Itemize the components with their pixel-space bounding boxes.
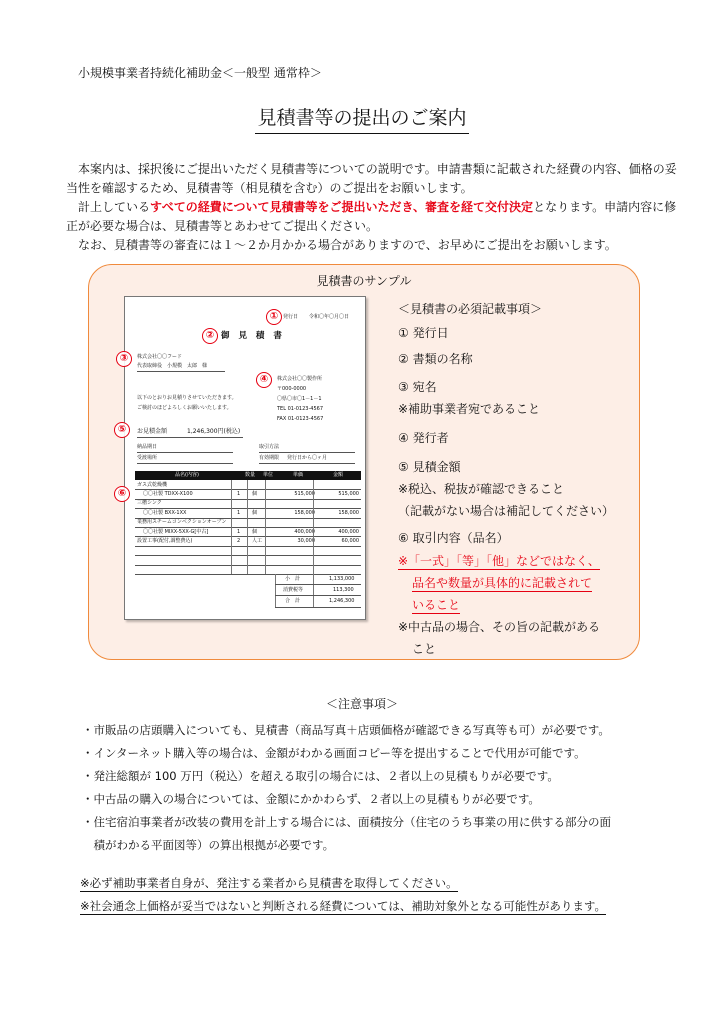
doc-issuer-zip: 〒000-0000	[277, 386, 307, 392]
doc-delivery-place: 受渡場所	[137, 455, 158, 461]
req-item-5-note-1: ※税込、税抜が確認できること	[398, 482, 565, 496]
doc-row-amount: 400,000	[338, 528, 359, 535]
req-item-6: ⑥ 取引内容（品名）	[398, 531, 509, 545]
doc-issuer-fax: FAX 01-0123-4567	[277, 416, 324, 422]
intro-paragraph-3: なお、見積書等の審査には１～２か月かかる場合がありますので、お早めにご提出をお願いします。	[78, 238, 617, 252]
doc-issue-label: 発行日	[283, 314, 299, 320]
doc-row-qty: 2	[237, 537, 241, 544]
doc-addressee-person: 代表取締役 小規模 太郎 様	[137, 363, 208, 369]
doc-row-name: 〇〇社製 BXX-1XX	[143, 509, 187, 516]
intro-p2-pre: 計上している	[78, 200, 151, 214]
doc-th-qty: 数量	[245, 472, 256, 478]
note-item-3: ・発注総額が 100 万円（税込）を超える取引の場合には、２者以上の見積もりが必要です。	[82, 769, 559, 783]
intro-paragraph-2	[66, 198, 678, 236]
req-item-4: ④ 発行者	[398, 431, 449, 445]
req-item-5-note-2: （記載がない場合は補記してください）	[398, 504, 615, 518]
doc-th-unit: 単位	[263, 472, 274, 478]
doc-row-qty: 1	[237, 528, 241, 535]
doc-row-unit: 人工	[252, 537, 263, 544]
doc-th-amount: 金額	[333, 472, 344, 478]
doc-tax-label: 消費税等	[283, 587, 304, 593]
doc-amount-value: 1,246,300円(税込)	[187, 428, 241, 435]
doc-validity-value: 発行日から〇ヶ月	[287, 455, 328, 461]
note-item-6: 積がわかる平面図等）の算出根拠が必要です。	[82, 838, 335, 852]
doc-issuer-address: 〇県〇市〇1－1－1	[277, 396, 322, 402]
doc-row-price: 400,000	[294, 528, 315, 535]
doc-subtotal-label: 小 計	[285, 576, 301, 582]
footer-line-1	[80, 875, 458, 891]
doc-row-amount: 60,000	[341, 537, 359, 544]
header-label: 小規模事業者持続化補助金＜一般型 通常枠＞	[78, 66, 322, 80]
doc-th-name: 品名(内容)	[175, 472, 199, 478]
doc-delivery-label: 納品期日	[137, 444, 158, 450]
doc-row-amount: 158,000	[338, 509, 359, 516]
doc-row-qty: 1	[237, 509, 241, 516]
doc-total: 1,246,300	[329, 598, 355, 604]
doc-issue-date: 令和〇年〇月〇日	[309, 314, 350, 320]
doc-payment-label: 取引方法	[259, 444, 280, 450]
req-item-2: ② 書類の名称	[398, 352, 473, 366]
doc-th-price: 単価	[293, 472, 304, 478]
req-item-5: ⑤ 見積金額	[398, 460, 461, 474]
doc-row-price: 515,000	[294, 490, 315, 497]
intro-text	[66, 160, 678, 255]
doc-row-name: ガス式乾燥機	[137, 481, 168, 488]
footer-line-2-text: ※社会通念上価格が妥当ではないと判断される経費については、補助対象外となる可能性があります。	[80, 899, 606, 913]
marker-6: ⑥	[114, 486, 130, 502]
doc-row-qty: 1	[237, 490, 241, 497]
doc-row-name: 〇〇社製 TDXX-X100	[143, 490, 193, 497]
doc-row-price: 158,000	[294, 509, 315, 516]
doc-row-price: 30,000	[297, 537, 315, 544]
doc-row-unit: 個	[252, 528, 258, 535]
doc-table-header	[135, 471, 361, 480]
page-title-text: 見積書等の提出のご案内	[255, 103, 468, 134]
doc-issuer-company: 株式会社〇〇製作所	[277, 376, 323, 382]
doc-subtotal: 1,133,000	[329, 576, 355, 582]
note-item-1: ・市販品の店頭購入についても、見積書（商品写真＋店頭価格が確認できる写真等も可）が必要です。	[82, 723, 610, 737]
doc-tax: 113,300	[333, 587, 354, 593]
doc-greeting-1: 以下のとおりお見積りさせていただきます。	[137, 395, 237, 401]
req-item-6-red-3: いること	[412, 598, 461, 612]
doc-total-label: 合 計	[285, 598, 301, 604]
req-item-1: ① 発行日	[398, 326, 449, 340]
req-item-3: ③ 宛名	[398, 380, 437, 394]
marker-1: ①	[266, 309, 282, 325]
req-item-6-note-1: ※中古品の場合、その旨の記載がある	[398, 620, 601, 634]
doc-issuer-tel: TEL 01-0123-4567	[277, 406, 324, 412]
doc-row-name: 三槽シンク	[137, 500, 162, 507]
doc-row-name: 〇〇社製 MIXX-5XX-G[中古]	[143, 528, 209, 535]
note-item-2: ・インターネット購入等の場合は、金額がわかる画面コピー等を提出することで代用が可能です。	[82, 746, 586, 760]
footer-line-1-text: ※必ず補助事業者自身が、発注する業者から見積書を取得してください。	[80, 876, 458, 890]
marker-2: ②	[202, 328, 218, 344]
doc-row-name: 設置工事(配付,調整費込)	[137, 537, 193, 544]
doc-row-unit: 個	[252, 490, 258, 497]
marker-3: ③	[116, 351, 132, 367]
requirements-heading: ＜見積書の必須記載事項＞	[398, 302, 543, 316]
doc-greeting-2: ご検討のほどよろしくお願いいたします。	[137, 405, 232, 411]
note-item-5: ・住宅宿泊事業者が改装の費用を計上する場合には、面積按分（住宅のうち事業の用に供する部分の面	[82, 815, 611, 829]
marker-5: ⑤	[114, 422, 130, 438]
req-item-6-red-2: 品名や数量が具体的に記載されて	[412, 576, 593, 590]
intro-p2-emphasis: すべての経費について見積書等をご提出いただき、審査を経て交付決定	[150, 200, 534, 214]
doc-addressee-company: 株式会社〇〇フード	[137, 354, 182, 360]
doc-title: 御 見 積 書	[221, 331, 285, 341]
doc-row-amount: 515,000	[338, 490, 359, 497]
req-item-6-note-2: こと	[412, 642, 437, 656]
marker-4: ④	[256, 372, 272, 388]
req-item-6-red-1: ※「一式」「等」「他」などではなく、	[398, 554, 600, 568]
footer-line-2	[80, 898, 606, 914]
doc-amount-label: お見積金額	[137, 428, 168, 435]
sample-title: 見積書のサンプル	[316, 274, 412, 288]
sample-estimate-document	[124, 296, 366, 620]
intro-paragraph-1: 本案内は、採択後にご提出いただく見積書等についての説明です。申請書類に記載された経費の内容、価格の妥当性を確認するため、見積書等（相見積を含む）のご提出をお願いします。	[66, 162, 677, 195]
intro-p2-post: となります。申請内容に修正が必要な場合は、見積書等とあわせてご提出ください。	[66, 200, 677, 233]
note-item-4: ・中古品の購入の場合については、金額にかかわらず、２者以上の見積もりが必要です。	[82, 792, 540, 806]
notes-title: ＜注意事項＞	[325, 697, 398, 711]
doc-validity-label: 有効期限	[259, 455, 280, 461]
page-title	[0, 103, 724, 134]
req-item-3-note: ※補助事業者宛であること	[398, 402, 541, 416]
doc-row-unit: 個	[252, 509, 258, 516]
doc-row-name: 業務用スチームコンベクションオーブン	[137, 519, 227, 526]
